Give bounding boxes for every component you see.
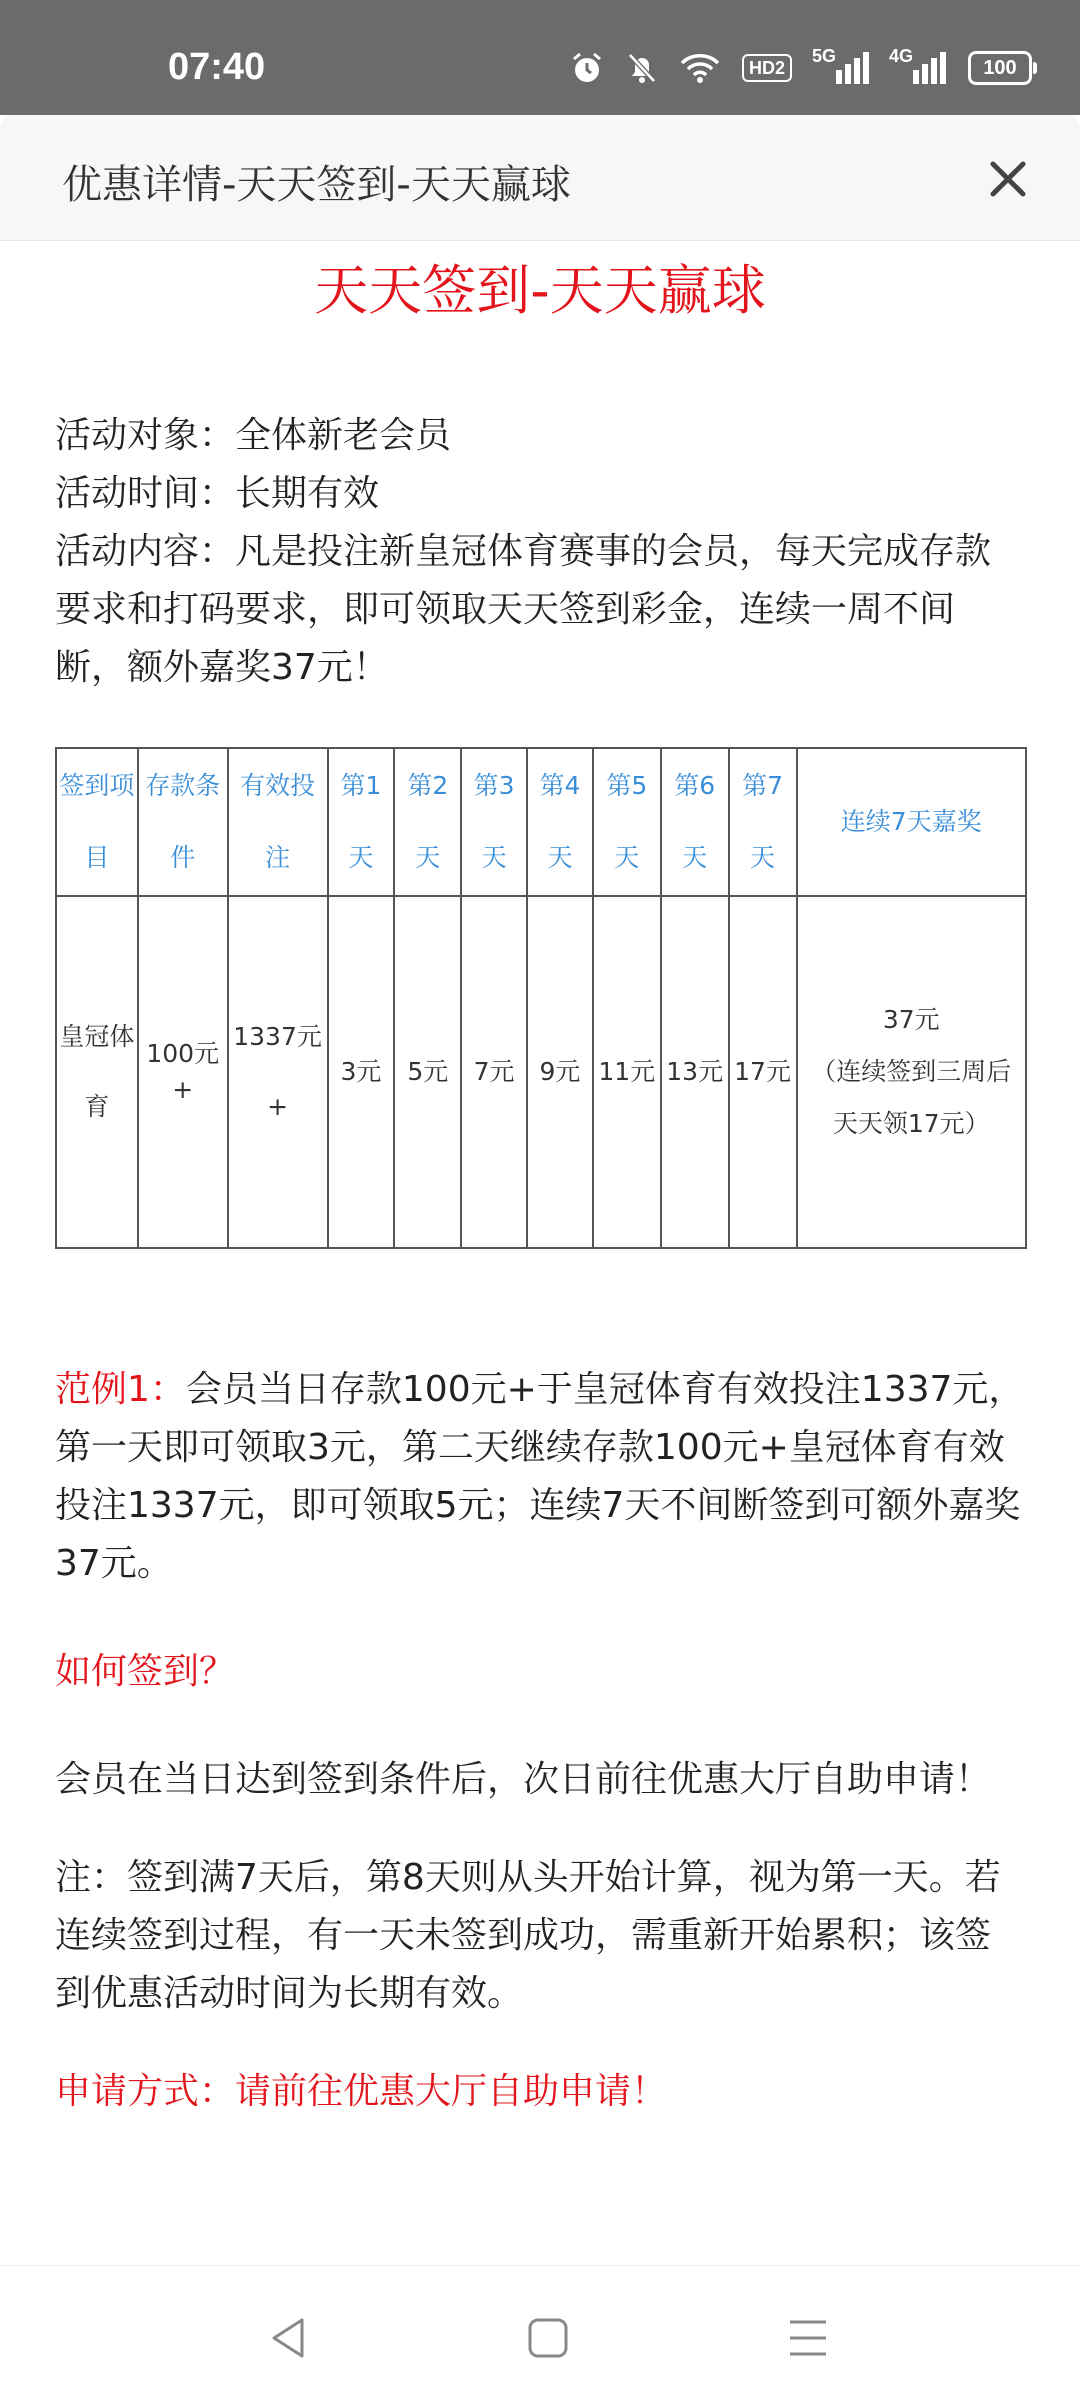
table-cell-day: 7元	[461, 896, 527, 1248]
table-cell-day: 5元	[394, 896, 461, 1248]
close-button[interactable]	[980, 151, 1036, 207]
promo-content	[55, 240, 1025, 2121]
status-time: 07:40	[168, 46, 266, 88]
nav-back-button[interactable]	[266, 2314, 314, 2362]
net-type-label: 4G	[889, 46, 914, 66]
table-header: 第7天	[729, 748, 797, 896]
signal-5g	[812, 46, 869, 84]
table-header: 第5天	[593, 748, 661, 896]
mute-icon	[626, 51, 658, 85]
table-cell-deposit: 100元+	[138, 896, 228, 1248]
howto-title: 如何签到？	[55, 1651, 236, 1692]
table-header: 签到项目	[56, 748, 138, 896]
nav-menu-icon	[784, 2314, 832, 2362]
example-text: 会员当日存款100元+于皇冠体育有效投注1337元，第一天即可领取3元，第二天继续存款100元+皇冠体育有效投注1337元，即可领取5元；连续7天不间断签到可额外嘉奖37元。	[55, 1369, 1025, 1584]
howto-text: 会员在当日达到签到条件后，次日前往优惠大厅自助申请！	[55, 1759, 992, 1800]
note-text: 注：签到满7天后，第8天则从头开始计算，视为第一天。若连续签到过程，有一天未签到成功，需重新开始累积；该签到优惠活动时间为长期有效。	[55, 1857, 1001, 2014]
table-row	[56, 896, 1026, 1248]
table-header: 存款条件	[138, 748, 228, 896]
alarm-icon	[570, 51, 604, 85]
table-cell-day: 9元	[527, 896, 593, 1248]
table-cell-reward	[797, 896, 1027, 1248]
info-time: 活动时间：长期有效	[55, 473, 380, 514]
table-cell-day: 13元	[661, 896, 729, 1248]
status-bar	[0, 0, 1080, 115]
wifi-icon	[680, 52, 720, 84]
table-header: 第6天	[661, 748, 729, 896]
table-cell-day: 11元	[593, 896, 661, 1248]
status-icons	[570, 48, 1032, 88]
nav-menu-button[interactable]	[784, 2314, 832, 2362]
table-header: 第4天	[527, 748, 593, 896]
close-icon	[988, 159, 1028, 199]
hd-voice-badge: HD2	[742, 54, 792, 82]
system-nav-bar	[0, 2265, 1080, 2401]
table-header: 第3天	[461, 748, 527, 896]
table-header: 连续7天嘉奖	[797, 748, 1027, 896]
net-type-label: 5G	[812, 46, 837, 66]
table-cell-day: 17元	[729, 896, 797, 1248]
apply-method: 申请方式：请前往优惠大厅自助申请！	[55, 2071, 668, 2112]
nav-home-button[interactable]	[524, 2314, 572, 2362]
table-cell-item: 皇冠体育	[56, 896, 138, 1248]
promo-headline: 天天签到-天天赢球	[314, 259, 766, 322]
signin-reward-table	[55, 747, 1027, 1249]
table-cell-bet: 1337元+	[228, 896, 328, 1248]
table-header-row	[56, 748, 1026, 896]
example-tag: 范例1：	[55, 1369, 186, 1410]
battery-indicator: 100	[968, 51, 1032, 85]
sheet-title: 优惠详情-天天签到-天天赢球	[62, 162, 571, 208]
promo-info	[55, 407, 1025, 697]
nav-back-icon	[266, 2314, 314, 2362]
reward-amount: 37元	[882, 1005, 940, 1034]
info-target: 活动对象：全体新老会员	[55, 415, 452, 456]
sheet-header	[0, 115, 1080, 241]
signal-4g	[889, 46, 946, 84]
table-header: 有效投注	[228, 748, 328, 896]
reward-note: （连续签到三周后天天领17元）	[811, 1057, 1012, 1138]
table-header: 第2天	[394, 748, 461, 896]
table-cell-day: 3元	[328, 896, 395, 1248]
info-content: 活动内容：凡是投注新皇冠体育赛事的会员，每天完成存款要求和打码要求，即可领取天天签到彩金，连续一周不间断，额外嘉奖37元！	[55, 531, 992, 688]
nav-home-icon	[524, 2314, 572, 2362]
promo-detail-sheet	[0, 115, 1080, 2400]
example-paragraph	[55, 1361, 1025, 1593]
table-header: 第1天	[328, 748, 395, 896]
